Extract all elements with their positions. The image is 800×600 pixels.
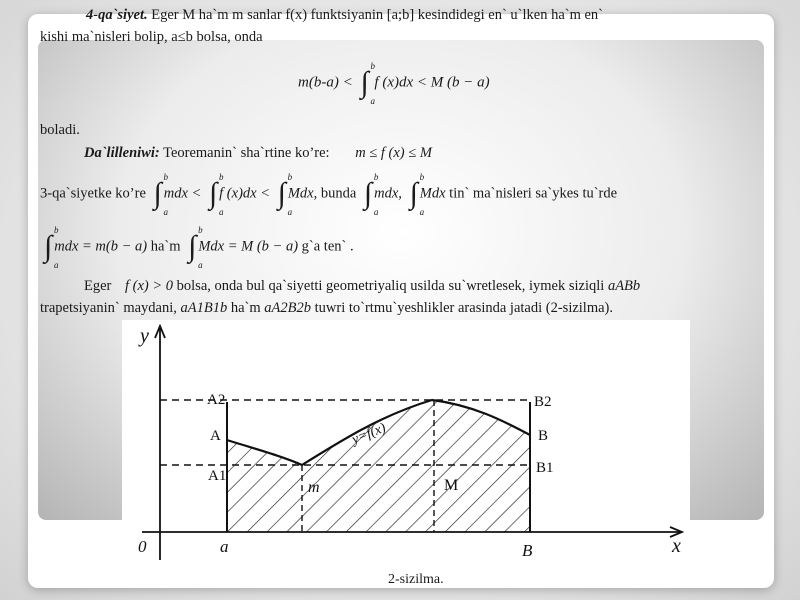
boladi-text: boladi.: [40, 122, 80, 138]
theorem-line-2: [40, 29, 263, 46]
line4-mid: ha`m: [150, 238, 181, 255]
formula-left: m(b-a) <: [298, 74, 353, 91]
label-B: B: [538, 428, 549, 444]
hatched-region: [227, 400, 530, 532]
proof-line: [84, 145, 432, 162]
upper-limit: b: [419, 172, 425, 182]
line3-int2: f (x)dx <: [219, 185, 270, 202]
line3-int1: mdx <: [163, 185, 202, 202]
para2-box1: aA1B1b: [180, 300, 228, 316]
lower-limit: a: [54, 260, 59, 270]
label-origin: 0: [138, 537, 147, 556]
label-B2: B2: [534, 394, 552, 410]
lower-limit: a: [373, 207, 379, 217]
line3-prefix: 3-qa`siyetke ko’re: [40, 185, 146, 202]
upper-limit: b: [287, 172, 293, 182]
upper-limit: b: [370, 61, 375, 71]
boladi-line: [40, 122, 80, 139]
lower-limit: a: [163, 207, 169, 217]
theorem-text-2: kishi ma`nisleri bolip, a≤b bolsa, onda: [40, 29, 263, 45]
line3-suffix: tin` ma`nisleri sa`ykes tu`rde: [449, 185, 618, 202]
formula-integrand: f (x)dx: [374, 74, 414, 91]
para2-aABb: aABb: [607, 278, 641, 294]
line4-int2: Mdx = M (b − a): [198, 238, 299, 255]
label-A1: A1: [208, 468, 227, 484]
line3-int5: Mdx: [419, 185, 446, 202]
integral-sign: ∫ b a: [188, 225, 203, 270]
upper-limit: b: [198, 225, 203, 235]
integral-sign: ∫ b a: [153, 172, 169, 217]
para2-box2: aA2B2b: [264, 300, 312, 316]
label-B1: B1: [536, 460, 554, 476]
para2-line-2: [40, 300, 613, 317]
label-a: a: [220, 537, 229, 556]
label-y: y: [140, 325, 149, 347]
formula-inequality: [298, 61, 490, 106]
integral-sign: ∫ b a: [277, 172, 293, 217]
upper-limit: b: [373, 172, 379, 182]
para2-condition: f (x) > 0: [125, 278, 174, 294]
integral-sign: ∫ b a: [409, 172, 425, 217]
label-x: x: [672, 535, 681, 557]
line3-mid: , bunda: [313, 185, 357, 202]
para2-text-2b: ha`m: [230, 300, 261, 316]
lower-limit: a: [287, 207, 293, 217]
theorem-text-1: Eger M ha`m m sanlar f(x) funktsiyanin [a;b] kesindidegi en` u`lken ha`m en`: [151, 7, 604, 23]
integral-sign: ∫ b a: [44, 225, 59, 270]
lower-limit: a: [218, 207, 224, 217]
upper-limit: b: [218, 172, 224, 182]
line-4: [40, 225, 354, 270]
line-3: [40, 172, 618, 217]
line4-int1: mdx = m(b − a): [54, 238, 148, 255]
lower-limit: a: [419, 207, 425, 217]
label-curve: y=f(x): [349, 420, 389, 448]
para2-line-1: [84, 278, 640, 295]
lower-limit: a: [198, 260, 203, 270]
line4-suffix: g`a ten` .: [301, 238, 354, 255]
label-M: M: [444, 477, 459, 494]
figure-caption: 2-sizilma.: [388, 572, 444, 587]
trapezoid-figure-svg: [122, 320, 690, 570]
line3-int3: Mdx: [287, 185, 314, 202]
label-A2: A2: [207, 392, 226, 408]
line3-int4: mdx,: [374, 185, 402, 202]
para2-text-1: bolsa, onda bul qa`siyetti geometriyaliq usilda su`wretlesek, iymek siziqli: [176, 278, 605, 294]
theorem-label: 4-qa`siyet.: [86, 7, 148, 23]
label-m: m: [308, 479, 320, 496]
label-b: B: [522, 541, 533, 560]
lower-limit: a: [370, 96, 375, 106]
upper-limit: b: [54, 225, 59, 235]
label-A: A: [210, 428, 221, 444]
proof-condition: m ≤ f (x) ≤ M: [355, 145, 432, 161]
proof-text: Teoremanin` sha`rtine ko’re:: [163, 145, 330, 161]
proof-label: Da`lilleniwi:: [84, 145, 160, 161]
theorem-line-1: [86, 7, 603, 24]
para2-text-2a: trapetsiyanin` maydani,: [40, 300, 177, 316]
para2-text-2c: tuwri to`rtmu`yeshlikler arasinda jatadi (2-sizilma).: [314, 300, 614, 316]
integral-sign: ∫ b a: [363, 172, 379, 217]
para2-eger: Eger: [84, 278, 112, 294]
integral-sign: ∫ b a: [360, 61, 375, 106]
integral-sign: ∫ b a: [208, 172, 224, 217]
formula-right: < M (b − a): [416, 74, 490, 91]
figure-2: [122, 320, 690, 570]
upper-limit: b: [163, 172, 169, 182]
